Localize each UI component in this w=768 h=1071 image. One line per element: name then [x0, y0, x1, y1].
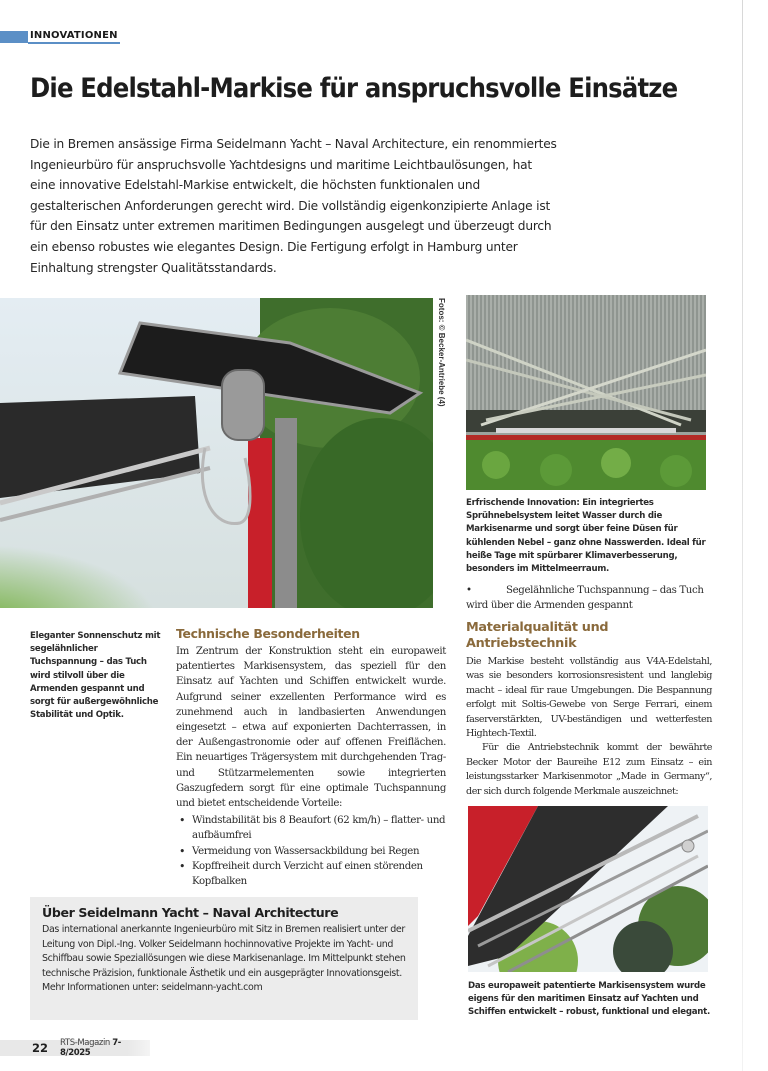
photo-awning-motor — [0, 298, 433, 608]
page-fold-line — [742, 0, 743, 1071]
photo-awning-arms-illustration — [468, 806, 708, 972]
technik-bullet: • Kopffreiheit durch Verzicht auf einen störenden Kopfbalken — [176, 859, 446, 889]
info-box-title: Über Seidelmann Yacht – Naval Architecture — [42, 905, 339, 920]
photo-spray-system — [466, 295, 706, 490]
section-tag-label: INNOVATIONEN — [28, 30, 120, 44]
info-box-text: Das international anerkannte Ingenieurbüro mit Sitz in Bremen realisiert unter der Leitung von Dipl.-Ing. Volker Seidelmann hochinnovative Projekte im Yacht- und Schiffbau sowie Speziallösungen wie diese Markisenanlage. Im Mittelpunkt stehen technische Präzision, funktionale Ästhetik und ein ausgeprägter Innovationsgeist. — [42, 924, 406, 979]
right-bullet-text: Segelähnliche Tuchspannung – das Tuch wird über die Armenden gespannt — [466, 585, 704, 612]
magazine-issue: 7-8/2025 — [60, 1038, 121, 1058]
photo-awning-arms — [468, 806, 708, 972]
heading-material: Materialqualität und Antriebstechnik — [466, 620, 609, 651]
company-website-link[interactable]: seidelmann-yacht.com — [161, 982, 263, 994]
material-paragraph-2: Für die Antriebstechnik kommt der bewährte Becker Motor der Baureihe E12 zum Einsatz – ein leistungsstarker Markisenmotor „Made in Germany“, der sich durch folgende Merkmale auszeichnet: — [466, 742, 712, 797]
photo-credit — [433, 298, 449, 528]
caption-awning-motor: Eleganter Sonnenschutz mit segelähnlicher Tuchspannung – das Tuch wird stilvoll über die Armenden gespannt und sorgt für außergewöhnliche Stabilität und Optik. — [30, 631, 161, 721]
technik-body: Im Zentrum der Konstruktion steht ein europaweit patentiertes Markisensystem, das speziell für den Einsatz auf Yachten und Schiffen entwickelt wurde. Aufgrund seiner exzellenten Performance wird es zunehmend auch in landbasierten Anwendungen eingesetzt – etwa auf exponierten Dachterrassen, in der Außengastronomie oder auf offenen Freiflächen. Ein neuartiges Trägersystem mit durchgehenden Trag- und Stützarmelementen sowie integrierten Gaszugfedern sorgt für eine optimale Tuchspannung und bietet entscheidende Vorteile: — [176, 646, 446, 810]
right-column-bullet — [466, 583, 712, 613]
caption-spray-system: Erfrischende Innovation: Ein integriertes Sprühnebelsystem leitet Wasser durch die Markisenarme und sorgt über feine Düsen für kühlenden Nebel – ganz ohne Nasswerden. Ideal für heiße Tage mit spürbarer Klimaverbesserung, besonders im Mittelmeerraum. — [466, 498, 706, 575]
magazine-title: RTS-Magazin — [60, 1038, 113, 1048]
caption-awning-arms: Das europaweit patentierte Markisensystem wurde eigens für den maritimen Einsatz auf Yachten und Schiffen entwickelt – robust, funktional und elegant. — [468, 981, 711, 1018]
heading-technik: Technische Besonderheiten — [176, 626, 360, 641]
material-paragraph-1: Die Markise besteht vollständig aus V4A-Edelstahl, was sie besonders korrosionsresistent und langlebig macht – ideal für raue Umgebungen. Die Bespannung erfolgt mit Soltis-Gewebe von Serge Ferrari, einem faserverstärkten, UV-beständigen und wetterfesten Hightech-Textil. — [466, 656, 712, 740]
photo-spray-system-illustration — [466, 295, 706, 490]
intro-paragraph: Die in Bremen ansässige Firma Seidelmann Yacht – Naval Architecture, ein renommiertes Ingenieurbüro für anspruchsvolle Yachtdesigns und maritime Leichtbaulösungen, hat eine innovative Edelstahl-Markise entwickelt, die höchsten funktionalen und gestalterischen Anforderungen gerecht wird. Die vollständig eigenkonzipierte Anlage ist für den Einsatz unter extremen maritimen Bedingungen ausgelegt und überzeugt durch ein ebenso robustes wie elegantes Design. Die Fertigung erfolgt in Hamburg unter Einhaltung strengster Qualitätsstandards. — [30, 137, 557, 275]
technik-bullet-list — [176, 813, 446, 889]
column-technik — [176, 626, 446, 889]
magazine-name — [60, 1038, 150, 1058]
section-tag-bar — [0, 31, 28, 43]
info-box-link-line — [42, 981, 408, 996]
technik-bullet: • Vermeidung von Wassersackbildung bei Regen — [176, 844, 446, 859]
technik-bullet: • Windstabilität bis 8 Beaufort (62 km/h) – flatter- und aufbäumfrei — [176, 813, 446, 843]
page-number: 22 — [32, 1041, 49, 1055]
photo-credit-text: Fotos: © Becker-Antriebe (4) — [437, 298, 446, 407]
bullet-dot: • — [466, 585, 472, 596]
page-footer — [0, 1040, 150, 1056]
info-box-link-prefix: Mehr Informationen unter: — [42, 982, 162, 994]
article-headline: Die Edelstahl-Markise für anspruchsvolle Einsätze — [30, 73, 678, 104]
photo-awning-motor-illustration — [0, 298, 433, 608]
section-tag — [0, 30, 120, 44]
column-material — [466, 620, 712, 799]
info-box-company — [30, 897, 418, 1020]
